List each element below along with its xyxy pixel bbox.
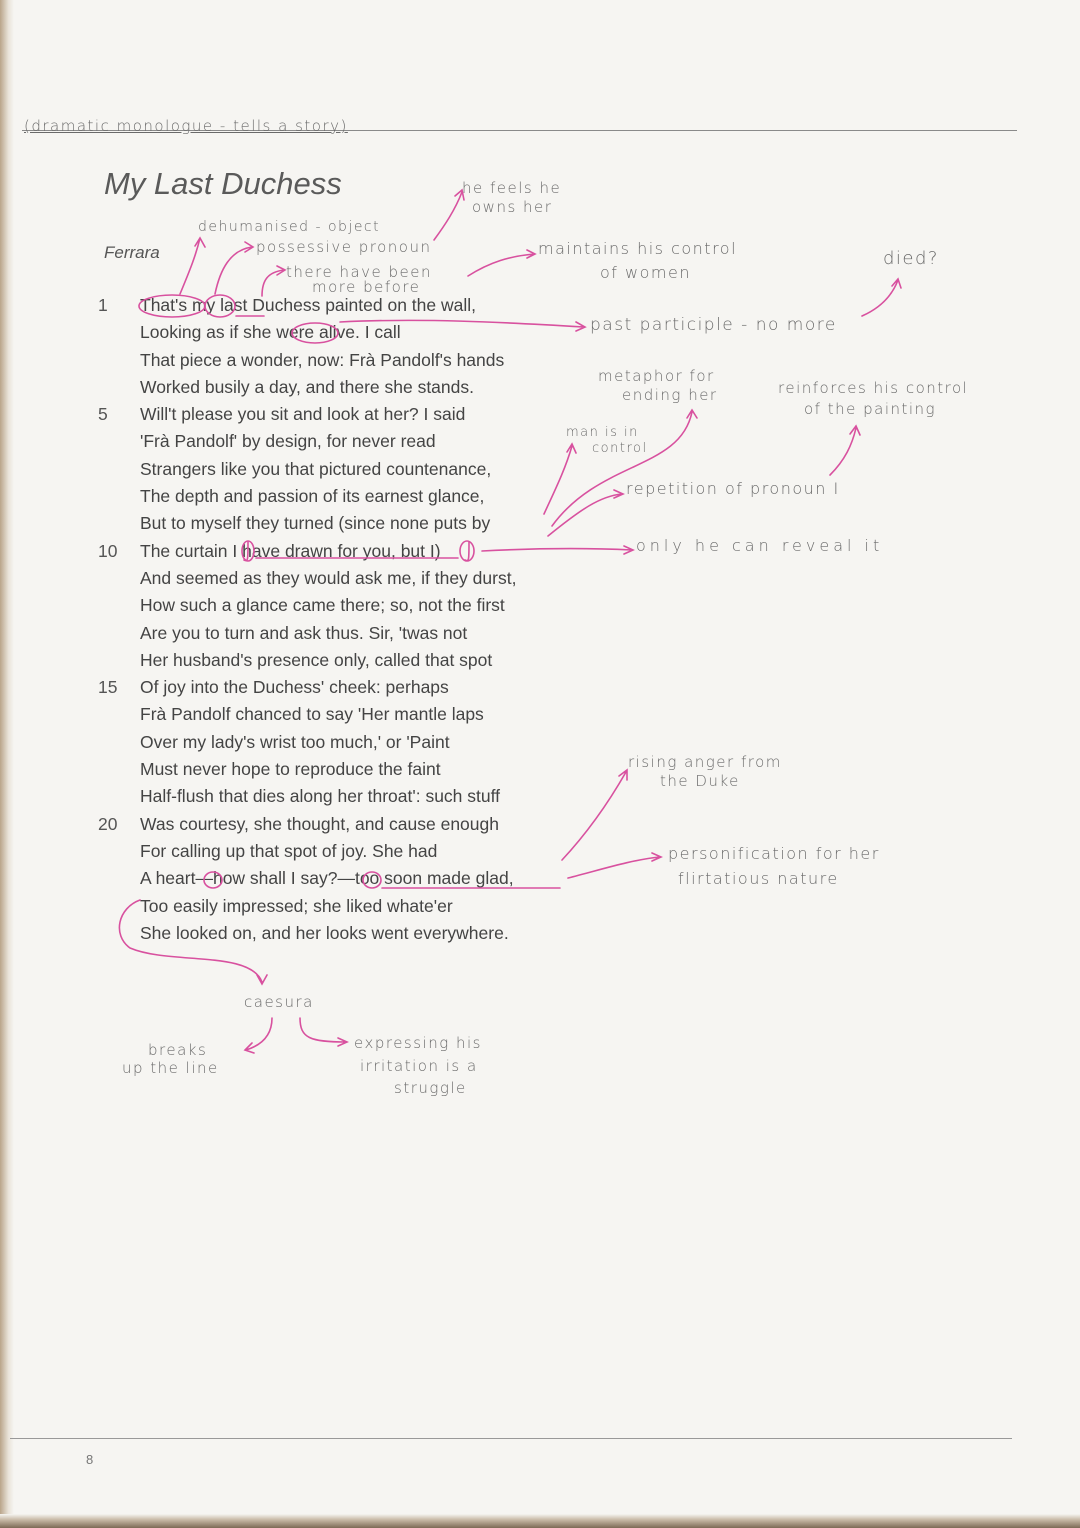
line-text: Of joy into the Duchess' cheek: perhaps bbox=[140, 677, 449, 698]
arrow-irritation bbox=[300, 1018, 347, 1046]
line-number: 15 bbox=[98, 677, 118, 698]
note-died: died? bbox=[883, 248, 939, 269]
page-number: 8 bbox=[86, 1452, 94, 1467]
line-text: How such a glance came there; so, not the first bbox=[140, 595, 505, 616]
line-number: 20 bbox=[98, 813, 118, 834]
line-text: That's my last Duchess painted on the wall, bbox=[140, 295, 477, 315]
note-before-2: more before bbox=[312, 278, 421, 296]
note-dehumanised: dehumanised - object bbox=[198, 219, 381, 235]
line-text: That piece a wonder, now: Frà Pandolf's hands bbox=[140, 349, 505, 370]
line-text: Her husband's presence only, called that spot bbox=[140, 649, 493, 670]
line-text: Frà Pandolf chanced to say 'Her mantle laps bbox=[140, 704, 484, 725]
arrow-anger bbox=[562, 770, 627, 860]
line-text: Half-flush that dies along her throat': such stuff bbox=[140, 786, 501, 807]
line-number: 10 bbox=[98, 540, 118, 561]
line-text: A heart—how shall I say?—too soon made glad, bbox=[140, 868, 514, 889]
arrow-repetition bbox=[548, 490, 623, 536]
note-man-control-2: control bbox=[592, 441, 648, 456]
note-caesura: caesura bbox=[244, 993, 314, 1011]
note-personification-2: flirtatious nature bbox=[678, 869, 839, 888]
note-breaks-2: up the line bbox=[122, 1059, 219, 1077]
note-breaks-1: breaks bbox=[148, 1041, 208, 1059]
note-irritation-1: expressing his bbox=[354, 1034, 482, 1052]
arrow-dehumanised bbox=[180, 238, 205, 294]
arrow-possessive bbox=[215, 242, 253, 294]
scan-edge-left bbox=[0, 0, 14, 1528]
arrow-breaks bbox=[245, 1018, 272, 1053]
line-text: Too easily impressed; she liked whate'er bbox=[140, 895, 453, 916]
note-reveal: only he can reveal it bbox=[636, 536, 884, 555]
line-text: Over my lady's wrist too much,' or 'Paint bbox=[140, 731, 450, 752]
footer-rule bbox=[10, 1438, 1012, 1439]
poem-place: Ferrara bbox=[104, 243, 160, 262]
line-text: She looked on, and her looks went everywhere. bbox=[140, 922, 509, 943]
line-text: Will't please you sit and look at her? I said bbox=[140, 404, 466, 425]
note-personification-1: personification for her bbox=[668, 844, 880, 863]
line-text: But to myself they turned (since none puts by bbox=[140, 513, 491, 534]
arrow-reveal bbox=[482, 546, 633, 554]
note-reinforces-1: reinforces his control bbox=[778, 379, 969, 397]
line-text: Are you to turn and ask thus. Sir, 'twas not bbox=[140, 622, 468, 643]
line-text: Worked busily a day, and there she stands. bbox=[140, 376, 474, 397]
line-text: Must never hope to reproduce the faint bbox=[140, 759, 441, 780]
note-maintains-2: of women bbox=[600, 263, 691, 282]
line-text: Looking as if she were alive. I call bbox=[140, 322, 401, 343]
note-metaphor-1: metaphor for bbox=[598, 367, 715, 385]
note-owns-1: he feels he bbox=[462, 179, 562, 197]
note-metaphor-2: ending her bbox=[622, 386, 718, 404]
arrow-maintains bbox=[468, 250, 535, 276]
note-possessive: possessive pronoun bbox=[256, 238, 432, 256]
note-irritation-3: struggle bbox=[394, 1079, 467, 1097]
note-anger-1: rising anger from bbox=[628, 753, 782, 771]
arrow-died bbox=[862, 279, 901, 316]
note-owns-2: owns her bbox=[472, 198, 553, 216]
line-text: Was courtesy, she thought, and cause enough bbox=[140, 813, 499, 834]
note-past-participle: past participle - no more bbox=[590, 315, 837, 335]
arrow-man-control bbox=[544, 444, 576, 514]
scan-edge-bottom bbox=[0, 1514, 1080, 1528]
line-text: For calling up that spot of joy. She had bbox=[140, 840, 438, 861]
arrow-reinforces bbox=[830, 426, 860, 475]
note-before-1: there have been bbox=[286, 263, 433, 281]
arrow-personification bbox=[568, 853, 661, 878]
note-anger-2: the Duke bbox=[660, 772, 740, 790]
note-repetition: repetition of pronoun I bbox=[626, 479, 840, 498]
line-text: Strangers like you that pictured countenance, bbox=[140, 458, 492, 479]
note-reinforces-2: of the painting bbox=[804, 400, 937, 418]
note-maintains-1: maintains his control bbox=[538, 239, 738, 258]
line-text: 'Frà Pandolf' by design, for never read bbox=[140, 431, 436, 452]
note-irritation-2: irritation is a bbox=[360, 1057, 478, 1075]
circle-i-2 bbox=[460, 541, 474, 561]
header-note: (dramatic monologue - tells a story) bbox=[24, 117, 348, 135]
line-number: 5 bbox=[98, 404, 108, 425]
line-text: And seemed as they would ask me, if they durst, bbox=[140, 567, 517, 588]
page-title: My Last Duchess bbox=[104, 166, 342, 201]
line-text: The depth and passion of its earnest glance, bbox=[140, 486, 485, 507]
line-number: 1 bbox=[98, 295, 108, 315]
arrow-owns bbox=[434, 190, 464, 240]
note-man-control-1: man is in bbox=[566, 425, 639, 440]
line-text: The curtain I have drawn for you, but I) bbox=[140, 540, 441, 561]
